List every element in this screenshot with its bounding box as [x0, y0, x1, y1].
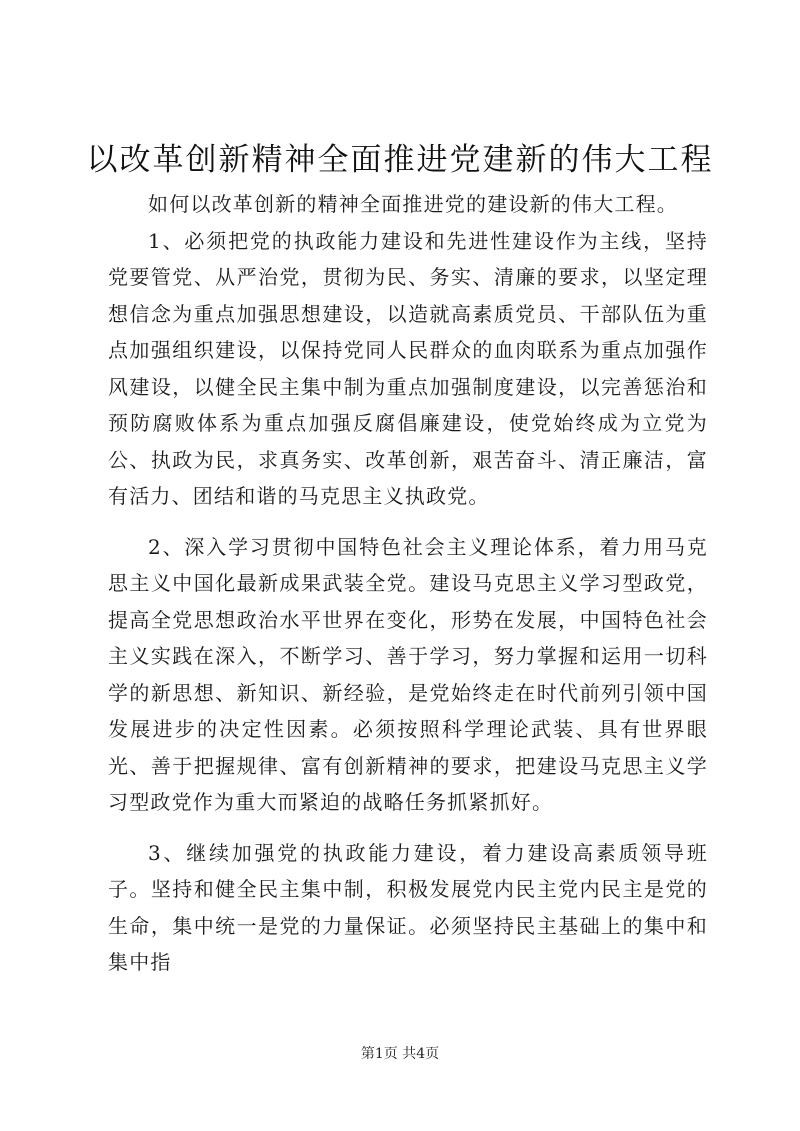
intro-paragraph: 如何以改革创新的精神全面推进党的建设新的伟大工程。	[148, 192, 678, 216]
paragraph-3: 3、继续加强党的执政能力建设，着力建设高素质领导班子。坚持和健全民主集中制，积极发展党内民主党内民主是党的生命，集中统一是党的力量保证。必须坚持民主基础上的集中和集中指	[108, 840, 708, 974]
paragraph-2: 2、深入学习贯彻中国特色社会主义理论体系，着力用马克思主义中国化最新成果武装全党。建设马克思主义学习型政党，提高全党思想政治水平世界在变化，形势在发展，中国特色社会主义实践在深入，不断学习、善于学习，努力掌握和运用一切科学的新思想、新知识、新经验，是党始终走在时代前列引领中国发展进步的决定性因素。必须按照科学理论武装、具有世界眼光、善于把握规律、富有创新精神的要求，把建设马克思主义学习型政党作为重大而紧迫的战略任务抓紧抓好。	[108, 534, 708, 814]
page-number-footer: 第1页 共4页	[360, 1046, 440, 1062]
document-title: 以改革创新精神全面推进党建新的伟大工程	[86, 142, 714, 178]
document-body	[108, 186, 708, 981]
paragraph-1: 1、必须把党的执政能力建设和先进性建设作为主线，坚持党要管党、从严治党，贯彻为民、务实、清廉的要求，以坚定理想信念为重点加强思想建设，以造就高素质党员、干部队伍为重点加强组织建设，以保持党同人民群众的血肉联系为重点加强作风建设，以健全民主集中制为重点加强制度建设，以完善惩治和预防腐败体系为重点加强反腐倡廉建设，使党始终成为立党为公、执政为民，求真务实、改革创新，艰苦奋斗、清正廉洁，富有活力、团结和谐的马克思主义执政党。	[108, 228, 708, 508]
